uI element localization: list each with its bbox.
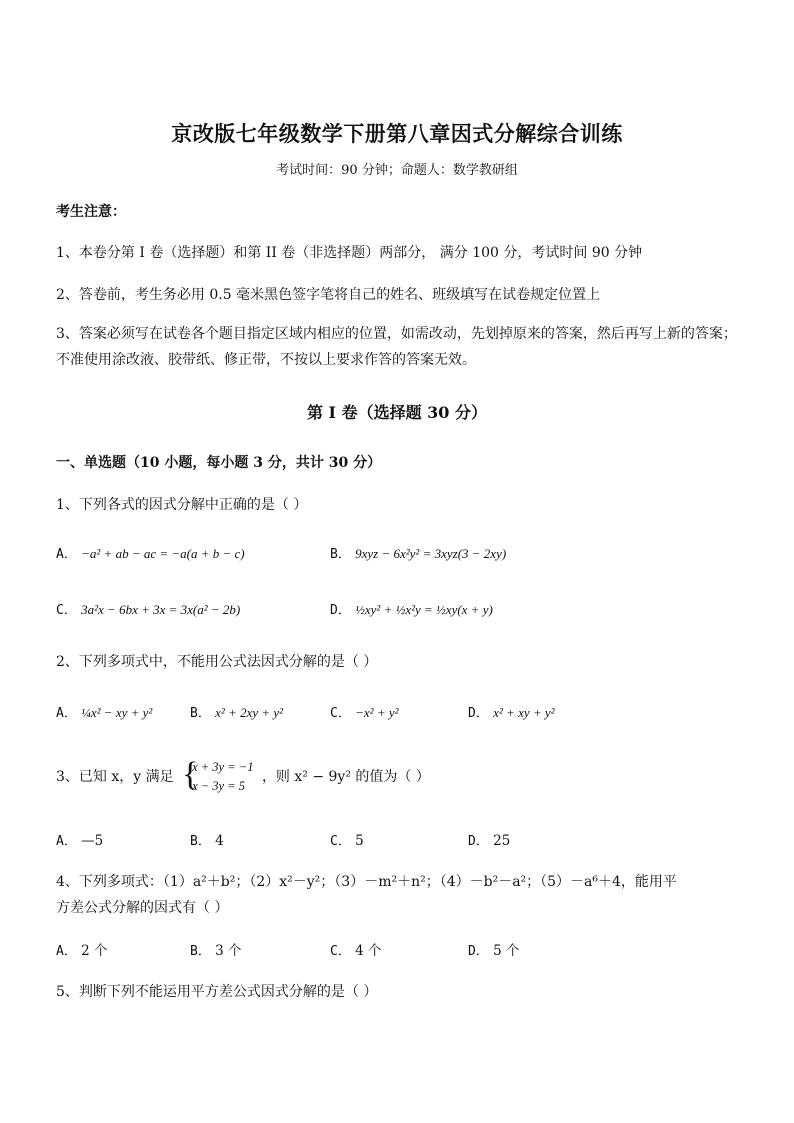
option-label: D． <box>330 603 351 618</box>
question-3-suffix: ，则 x² − 9y² 的值为（ ） <box>261 769 430 785</box>
option-label: B． <box>330 547 351 562</box>
option-label: D． <box>468 834 489 849</box>
question-4-stem-line2: 方差公式分解的因式有（ ） <box>56 900 229 916</box>
option-label: C． <box>330 706 351 721</box>
question-2-option-c[interactable] <box>330 702 399 721</box>
question-1-option-d[interactable] <box>330 599 493 618</box>
option-formula: ¼x² − xy + y² <box>81 705 153 720</box>
part-heading: 第 I 卷（选择题 30 分） <box>306 403 488 422</box>
option-label: A． <box>56 547 77 562</box>
option-label: A． <box>56 944 77 959</box>
question-4-option-a[interactable] <box>56 939 108 959</box>
option-label: B． <box>190 834 211 849</box>
option-formula: 3a²x − 6bx + 3x = 3x(a² − 2b) <box>81 602 241 617</box>
option-label: B． <box>190 706 211 721</box>
question-4-stem-line1: 4、下列多项式：（1）a²＋b²；（2）x²－y²；（3）－m²＋n²；（4）－b²－a²；（5）－a⁶＋4，能用平 <box>56 874 677 890</box>
option-label: C． <box>330 834 351 849</box>
option-text: 25 <box>493 833 511 849</box>
option-label: C． <box>330 944 351 959</box>
section-heading: 一、单选题（10 小题，每小题 3 分，共计 30 分） <box>56 455 382 471</box>
question-1-option-a[interactable] <box>56 543 245 562</box>
option-text: 4 个 <box>355 943 382 959</box>
question-2-option-d[interactable] <box>468 702 555 721</box>
option-label: A． <box>56 834 77 849</box>
question-2-option-a[interactable] <box>56 702 152 721</box>
option-label: B． <box>190 944 211 959</box>
notice-heading: 考生注意： <box>56 204 126 220</box>
question-4-option-c[interactable] <box>330 939 382 959</box>
question-3-option-b[interactable] <box>190 830 224 849</box>
question-3-option-a[interactable] <box>56 830 103 849</box>
question-1-option-c[interactable] <box>56 599 240 618</box>
equation-row: x + 3y = −1 <box>192 760 254 774</box>
question-1-stem: 1、下列各式的因式分解中正确的是（ ） <box>56 497 308 513</box>
option-formula: −x² + y² <box>355 705 399 720</box>
notice-item-2: 2、答卷前，考生务必用 0.5 毫米黑色签字笔将自己的姓名、班级填写在试卷规定位置上 <box>56 287 601 303</box>
question-4-option-d[interactable] <box>468 939 520 959</box>
option-label: C． <box>56 603 77 618</box>
question-2-stem: 2、下列多项式中，不能用公式法因式分解的是（ ） <box>56 654 378 670</box>
option-formula: −a² + ab − ac = −a(a + b − c) <box>81 546 245 561</box>
option-label: D． <box>468 706 489 721</box>
equation-row: x − 3y = 5 <box>192 779 246 793</box>
notice-item-1: 1、本卷分第 I 卷（选择题）和第 II 卷（非选择题）两部分， 满分 100 分，考试时间 90 分钟 <box>56 245 643 261</box>
option-formula: x² + 2xy + y² <box>215 705 284 720</box>
question-3-option-c[interactable] <box>330 830 364 849</box>
question-2-option-b[interactable] <box>190 702 283 721</box>
option-formula: x² + xy + y² <box>493 705 555 720</box>
option-text: 2 个 <box>81 943 108 959</box>
question-5-stem: 5、判断下列不能运用平方差公式因式分解的是（ ） <box>56 984 378 1000</box>
page-title: 京改版七年级数学下册第八章因式分解综合训练 <box>171 121 623 146</box>
notice-item-3: 3、答案必须写在试卷各个题目指定区域内相应的位置，如需改动，先划掉原来的答案，然后再写上新的答案；不准使用涂改液、胶带纸、修正带，不按以上要求作答的答案无效。 <box>56 326 737 368</box>
option-label: A． <box>56 706 77 721</box>
option-formula: ½xy² + ½x²y = ½xy(x + y) <box>355 602 493 617</box>
question-3-stem <box>56 758 430 796</box>
question-1-option-b[interactable] <box>330 543 506 562</box>
question-3-prefix: 3、已知 x，y 满足 <box>56 769 174 785</box>
brace-icon: { <box>182 756 199 793</box>
option-text: —5 <box>81 833 104 849</box>
page-subtitle: 考试时间：90 分钟；命题人：数学教研组 <box>276 163 518 178</box>
option-text: 5 <box>355 833 364 849</box>
question-4-option-b[interactable] <box>190 939 242 959</box>
equation-system <box>182 758 253 796</box>
option-text: 5 个 <box>493 943 520 959</box>
option-label: D． <box>468 944 489 959</box>
option-text: 4 <box>215 833 224 849</box>
option-formula: 9xyz − 6x²y² = 3xyz(3 − 2xy) <box>355 546 507 561</box>
question-3-option-d[interactable] <box>468 830 510 849</box>
option-text: 3 个 <box>215 943 242 959</box>
